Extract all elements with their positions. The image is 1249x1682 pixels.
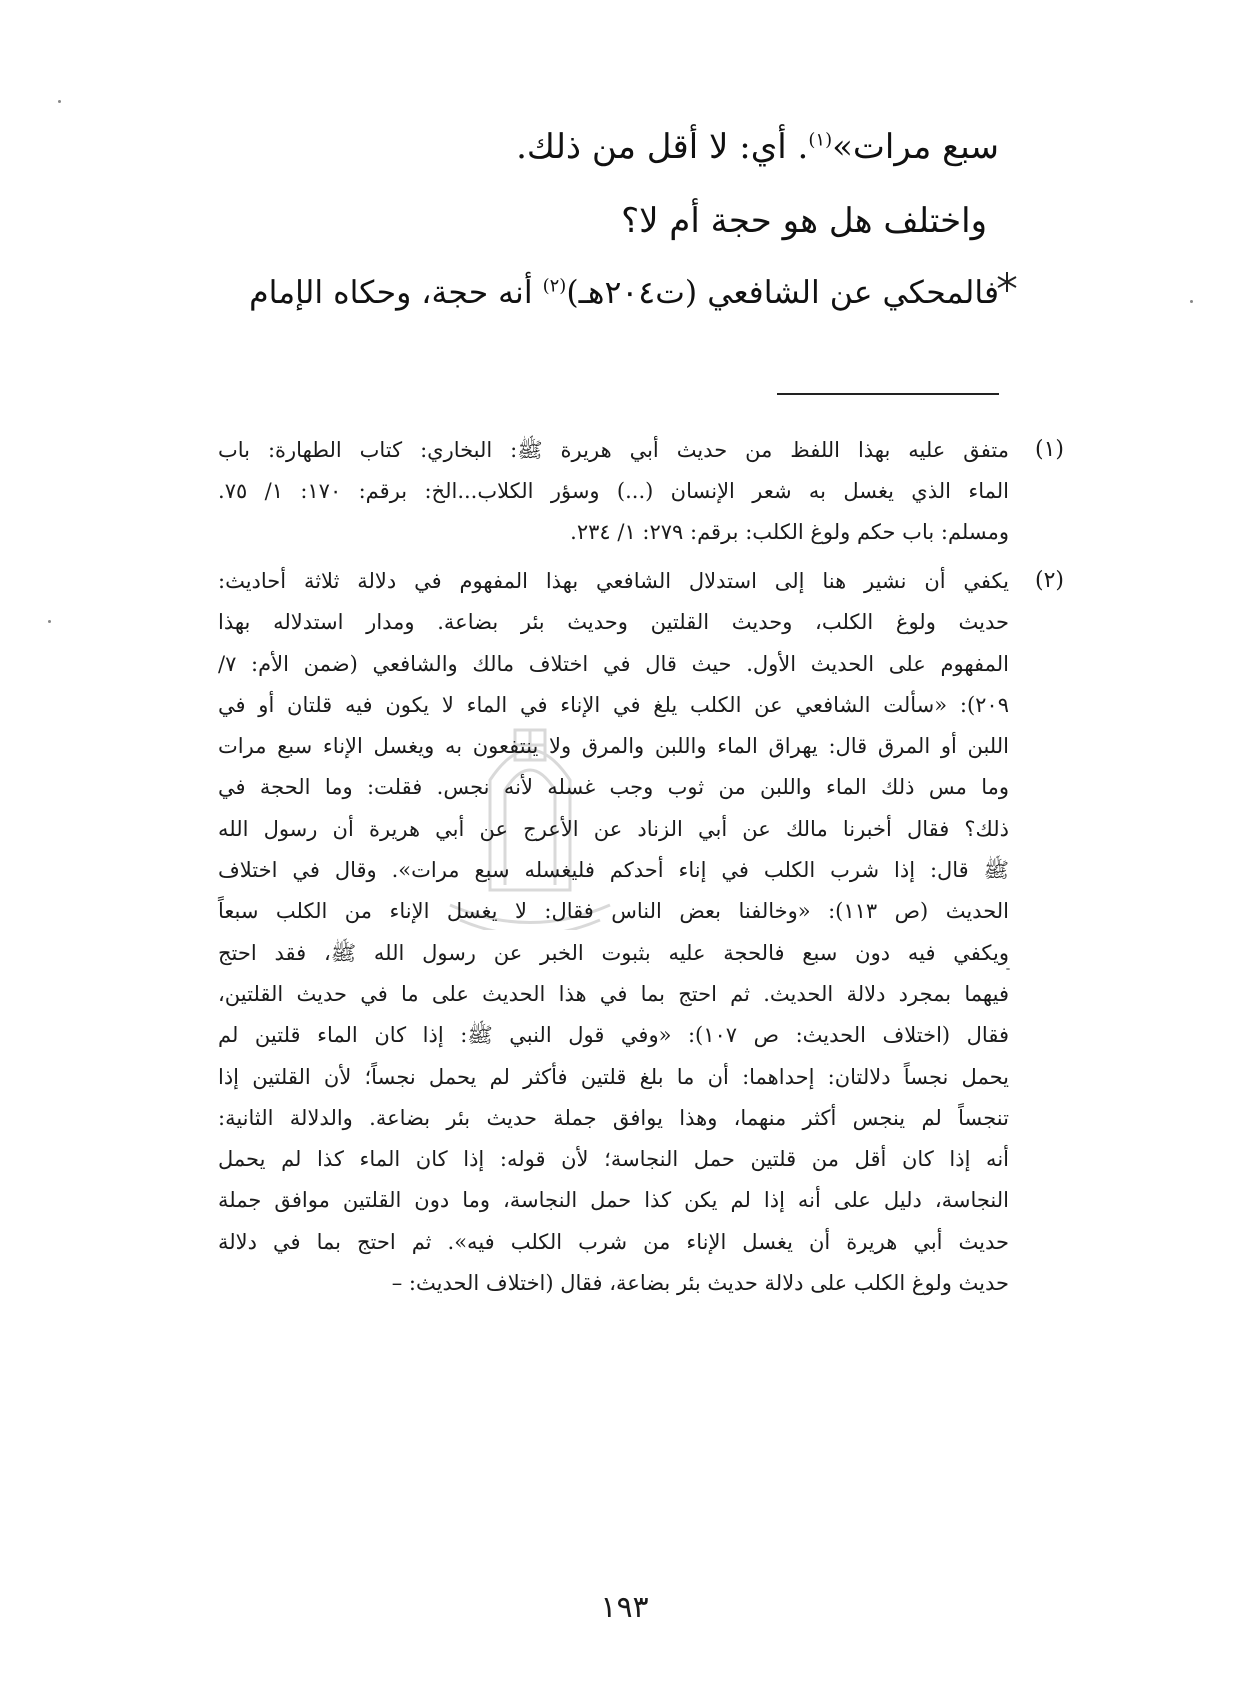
scan-speck — [58, 100, 61, 103]
footnote-line: أنه إذا كان أقل من قلتين حمل النجاسة؛ لأن قوله: إذا كان الماء كذا لم يحمل — [218, 1147, 1009, 1172]
main-line-2: واختلف هل هو حجة أم لا؟ — [621, 201, 987, 241]
footnote-line: المفهوم على الحديث الأول. حيث قال في اختلاف مالك والشافعي (ضمن الأم: ٧/ — [218, 651, 1009, 676]
main-line-3-part-b: أنه حجة، وحكاه الإمام — [249, 275, 543, 311]
footnote-line: يكفي أن نشير هنا إلى استدلال الشافعي بهذا المفهوم في دلالة ثلاثة أحاديث: — [218, 569, 1009, 593]
footnote-line: النجاسة، دليل على أنه إذا لم يكن كذا حمل النجاسة، وما دون القلتين موافق جملة — [218, 1188, 1009, 1213]
main-text — [240, 128, 999, 312]
footnote-line: الحديث (ص ١١٣): «وخالفنا بعض الناس فقال: لا يغسل الإناء من الكلب سبعاً — [218, 899, 1009, 924]
footnote-line: فقال (اختلاف الحديث: ص ١٠٧): «وفي قول النبي ﷺ: إذا كان الماء قلتين لم — [218, 1023, 1009, 1048]
footnote-line: وما مس ذلك الماء واللبن من ثوب وجب غسله لأنه نجس. فقلت: وما الحجة في — [218, 775, 1009, 800]
main-line-3-part-a: فالمحكي عن الشافعي (ت٢٠٤هـ) — [566, 275, 999, 311]
main-line-1 — [240, 128, 999, 166]
scan-speck — [1190, 300, 1193, 303]
footnote-line: ومسلم: باب حكم ولوغ الكلب: برقم: ٢٧٩: ١/ ٢٣٤. — [570, 520, 1009, 544]
footnote-line: ﷺ قال: إذا شرب الكلب في إناء أحدكم فليغسله سبع مرات». وقال في اختلاف — [218, 858, 1009, 883]
footnote-ref-2[interactable]: (٢) — [542, 275, 567, 297]
footnote-line: ٢٠٩): «سألت الشافعي عن الكلب يلغ في الإناء في الماء لا يكون فيه قلتان أو في — [218, 692, 1009, 717]
footnote-line: تنجساً لم ينجس أكثر منهما، وهذا يوافق جملة حديث بئر بضاعة. والدلالة الثانية: — [218, 1105, 1009, 1130]
asterisk-mark-icon — [995, 270, 1019, 294]
footnote-line: فيهما بمجرد دلالة الحديث. ثم احتج بما في هذا الحديث على ما في حديث القلتين، — [218, 981, 1009, 1006]
footnote-line: حديث ولوغ الكلب، وحديث القلتين وحديث بئر بضاعة. ومدار استدلاله بهذا — [218, 610, 1009, 635]
footnote-line: ذلك؟ فقال أخبرنا مالك عن أبي الزناد عن الأعرج عن أبي هريرة أن رسول الله — [218, 816, 1009, 841]
scan-speck — [1006, 968, 1010, 970]
page-number: ١٩٣ — [600, 1590, 649, 1625]
footnote-line: ويكفي فيه دون سبع فالحجة عليه بثبوت الخبر عن رسول الله ﷺ، فقد احتج — [218, 940, 1009, 965]
footnote-line: حديث أبي هريرة أن يغسل الإناء من شرب الكلب فيه». ثم احتج بما في دلالة — [218, 1229, 1009, 1254]
footnote-line: متفق عليه بهذا اللفظ من حديث أبي هريرة ﷺ: البخاري: كتاب الطهارة: باب — [218, 438, 1009, 462]
scan-speck — [48, 620, 51, 623]
footnote-1 — [218, 430, 1064, 553]
footnote-line: اللبن أو المرق قال: يهراق الماء واللبن والمرق ولا ينتفعون به ويغسل الإناء سبع مرات — [218, 734, 1009, 759]
footnote-separator — [777, 393, 999, 395]
footnote-ref-1[interactable]: (١) — [808, 129, 833, 151]
main-line-1-part-a: سبع مرات» — [832, 127, 999, 167]
main-line-1-part-b: . أي: لا أقل من ذلك. — [516, 127, 809, 167]
footnote-line: يحمل نجساً دلالتان: إحداهما: أن ما بلغ قلتين فأكثر لم يحمل نجساً؛ لأن القلتين إذا — [218, 1064, 1009, 1089]
footnote-number: (٢) — [1034, 568, 1064, 593]
footnote-line: الماء الذي يغسل به شعر الإنسان (...) وسؤر الكلاب...الخ: برقم: ١٧٠: ١/ ٧٥. — [218, 479, 1009, 503]
footnotes — [218, 430, 1064, 1312]
footnote-number: (١) — [1034, 437, 1064, 462]
footnote-2 — [218, 561, 1064, 1304]
footnote-line: حديث ولوغ الكلب على دلالة حديث بئر بضاعة، فقال (اختلاف الحديث: – — [391, 1271, 1009, 1296]
main-line-3 — [240, 274, 999, 312]
